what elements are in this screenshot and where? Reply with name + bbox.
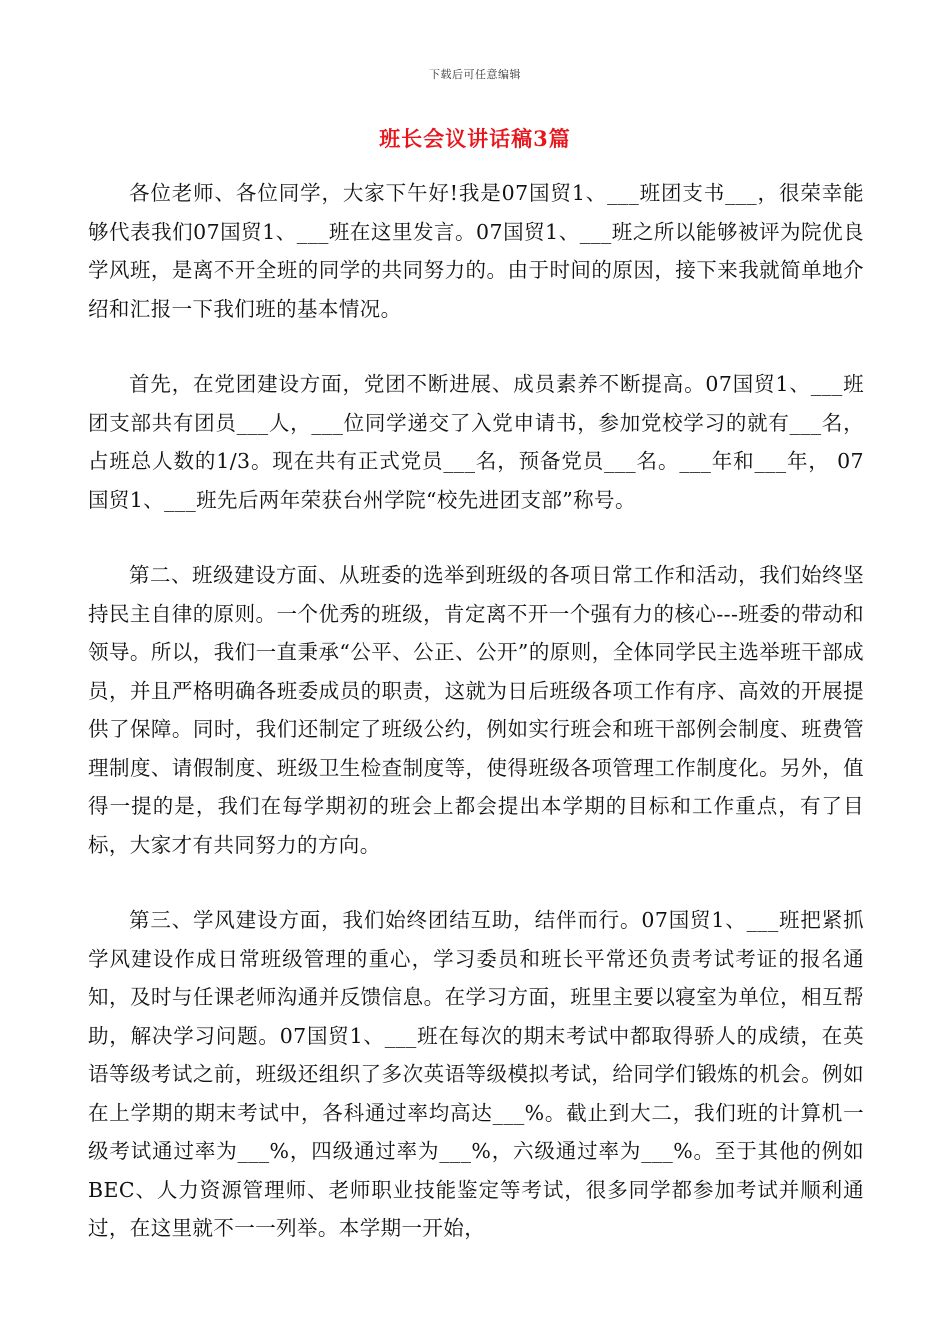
paragraph-class-building: 第二、班级建设方面、从班委的选举到班级的各项日常工作和活动，我们始终坚持民主自律的原则。一个优秀的班级，肯定离不开一个强有力的核心---班委的带动和领导。所以，我们一直秉承“公平、公正、公开”的原则，全体同学民主选举班干部成员，并且严格明确各班委成员的职责，这就为日后班级各项工作有序、高效的开展提供了保障。同时，我们还制定了班级公约，例如实行班会和班干部例会制度、班费管理制度、请假制度、班级卫生检查制度等，使得班级各项管理工作制度化。另外，值得一提的是，我们在每学期初的班会上都会提出本学期的目标和工作重点，有了目标，大家才有共同努力的方向。 [88, 563, 864, 857]
header-note: 下载后可任意编辑 [429, 68, 521, 81]
paragraph-party-building: 首先，在党团建设方面，党团不断进展、成员素养不断提高。07国贸1、___班 团支部共有团员___人，___位同学递交了入党申请书，参加党校学习的就有___名， 占班总人数的1/3。现在共有正式党员___名，预备党员___名。___年和___年， 07国贸1、___班先后两年荣获台州学院“校先进团支部”称号。 [88, 372, 871, 512]
document-body [88, 174, 871, 1285]
paragraph-greeting: 各位老师、各位同学，大家下午好!我是07国贸1、___班团支书___，很荣幸能够代表我们07国贸1、___班在这里发言。07国贸1、___班之所以能够被评为院优良学风班，是离不开全班的同学的共同努力的。由于时间的原因，接下来我就简单地介绍和汇报一下我们班的基本情况。 [88, 181, 864, 321]
document-title: 班长会议讲话稿3篇 [379, 126, 571, 151]
paragraph-study-style: 第三、学风建设方面，我们始终团结互助，结伴而行。07国贸1、___班把紧抓学风建设作成日常班级管理的重心，学习委员和班长平常还负责考试考证的报名通知，及时与任课老师沟通并反馈信息。在学习方面，班里主要以寝室为单位，相互帮助，解决学习问题。07国贸1、___班在每次的期末考试中都取得骄人的成绩，在英语等级考试之前，班级还组织了多次英语等级模拟考试，给同学们锻炼的机会。例如在上学期的期末考试中，各科通过率均高达___%。截止到大二，我们班的计算机一级考试通过率为___%，四级通过率为___%，六级通过率为___%。至于其他的例如BEC、人力资源管理师、老师职业技能鉴定等考试，很多同学都参加考试并顺利通过，在这里就不一一列举。本学期一开始， [88, 908, 864, 1240]
